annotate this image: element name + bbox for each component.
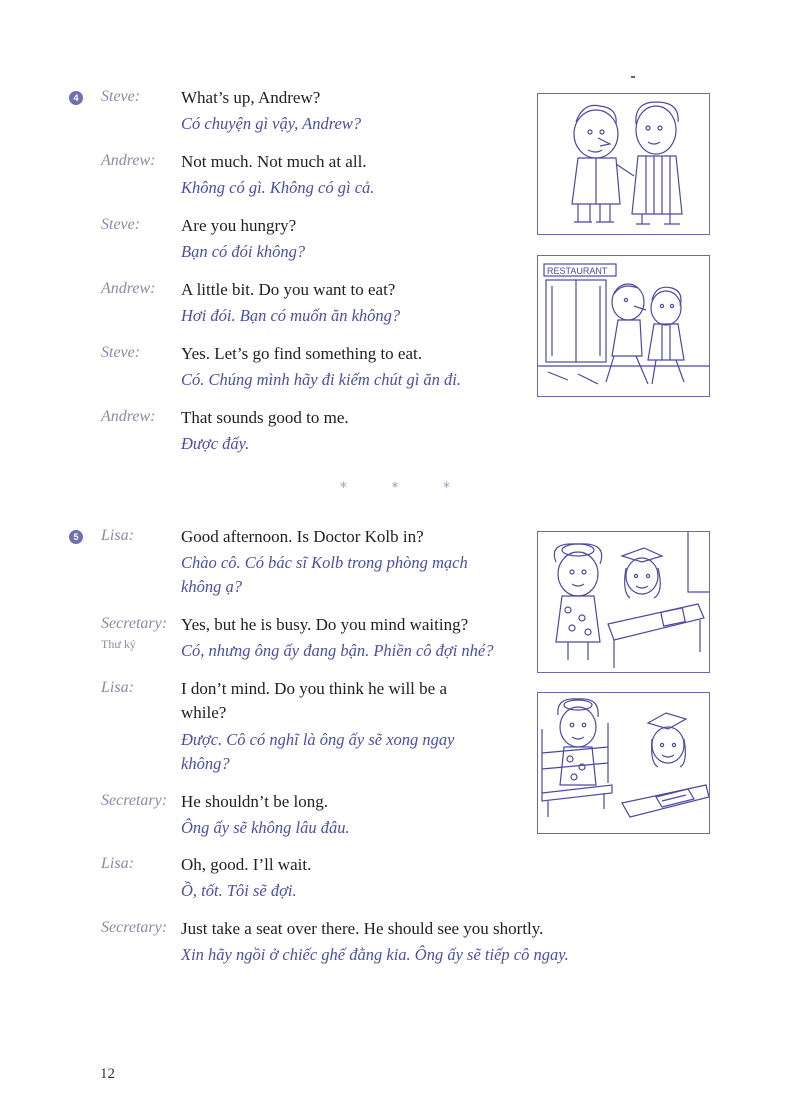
speaker-label: Andrew:: [101, 280, 156, 297]
speaker-label: Steve:: [101, 216, 141, 233]
vietnamese-line: Không có gì. Không có gì cả.: [181, 178, 375, 197]
english-line: Good afternoon. Is Doctor Kolb in?: [181, 527, 424, 546]
speaker-label: Secretary:: [101, 615, 168, 632]
vietnamese-line: Hơi đói. Bạn có muốn ăn không?: [181, 306, 401, 325]
vietnamese-line: Xin hãy ngồi ở chiếc ghế đằng kia. Ông ấy sẽ tiếp cô ngay.: [181, 945, 569, 964]
english-line: Oh, good. I’ll wait.: [181, 855, 312, 874]
speaker-label: Lisa:: [101, 679, 134, 696]
speaker-label: Lisa:: [101, 855, 134, 872]
vietnamese-line: Được. Cô có nghĩ là ông ấy sẽ xong ngay: [181, 730, 455, 749]
divider-star: *: [340, 480, 347, 496]
english-line: He shouldn’t be long.: [181, 792, 329, 811]
vietnamese-line: không ạ?: [181, 577, 242, 596]
english-line: Are you hungry?: [181, 216, 297, 235]
vietnamese-line: không?: [181, 754, 230, 773]
illustration-two-men-talking: [537, 93, 710, 235]
speaker-label: Steve:: [101, 344, 141, 361]
english-line: A little bit. Do you want to eat?: [181, 280, 396, 299]
divider-star: *: [443, 480, 450, 496]
vietnamese-line: Chào cô. Có bác sĩ Kolb trong phòng mạch: [181, 553, 468, 572]
dialogue-number-badge: 4: [69, 91, 83, 105]
english-line: What’s up, Andrew?: [181, 88, 321, 107]
divider-star: *: [391, 480, 399, 496]
speaker-label: Andrew:: [101, 408, 156, 425]
speaker-label: Andrew:: [101, 152, 156, 169]
vietnamese-line: Ông ấy sẽ không lâu đâu.: [181, 818, 350, 837]
english-line: while?: [181, 703, 227, 722]
speaker-label: Secretary:: [101, 792, 168, 809]
illustration-waiting-bench: [537, 692, 710, 834]
vietnamese-line: Có chuyện gì vậy, Andrew?: [181, 114, 362, 133]
vietnamese-line: Có. Chúng mình hãy đi kiếm chút gì ăn đi.: [181, 370, 462, 389]
english-line: Yes, but he is busy. Do you mind waiting?: [181, 615, 469, 634]
vietnamese-line: Bạn có đói không?: [181, 242, 306, 261]
vietnamese-line: Có, nhưng ông ấy đang bận. Phiền cô đợi nhé?: [181, 641, 494, 660]
speaker-label: Lisa:: [101, 527, 134, 544]
english-line: I don’t mind. Do you think he will be a: [181, 679, 447, 698]
illustration-restaurant: [537, 255, 710, 397]
restaurant-sign-text: RESTAURANT: [547, 266, 608, 276]
english-line: Yes. Let’s go find something to eat.: [181, 344, 422, 363]
page-number: 12: [100, 1066, 115, 1082]
vietnamese-line: Ồ, tốt. Tôi sẽ đợi.: [181, 881, 297, 900]
stray-mark: [631, 76, 635, 78]
vietnamese-line: Được đấy.: [181, 434, 250, 453]
english-line: Just take a seat over there. He should see you shortly.: [181, 919, 544, 938]
dialogue-number-badge: 5: [69, 530, 83, 544]
section-divider: [340, 480, 450, 496]
english-line: That sounds good to me.: [181, 408, 349, 427]
speaker-label: Secretary:: [101, 919, 168, 936]
speaker-translation: Thư ký: [101, 637, 136, 651]
english-line: Not much. Not much at all.: [181, 152, 367, 171]
speaker-label: Steve:: [101, 88, 141, 105]
illustration-reception-desk: [537, 531, 710, 673]
